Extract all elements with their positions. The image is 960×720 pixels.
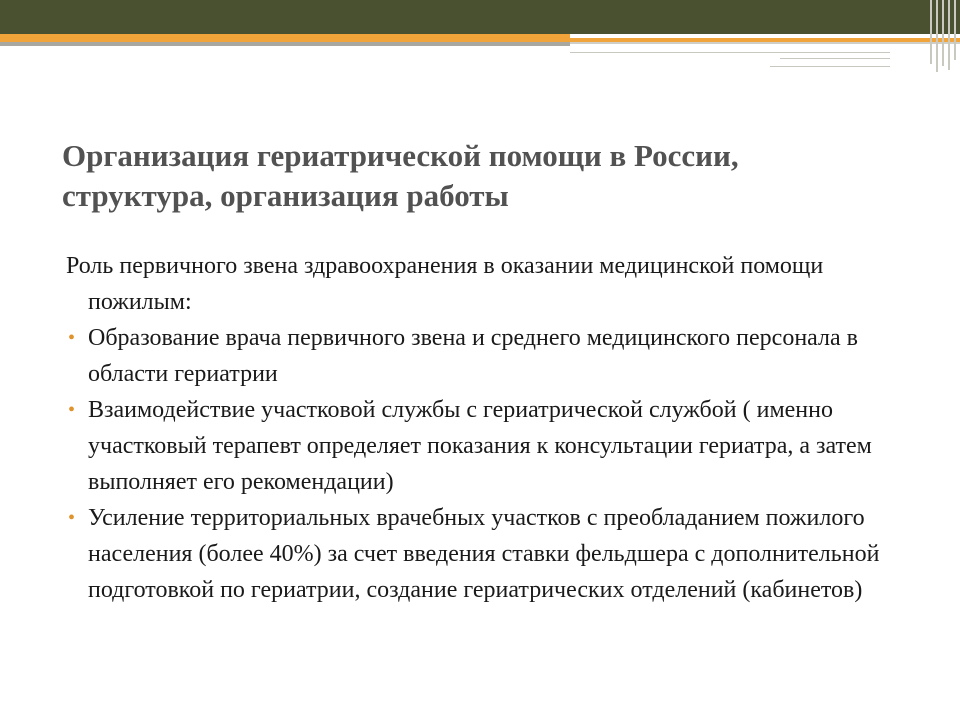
title-line-1: Организация гериатрической помощи в России, [62, 138, 739, 173]
list-item [66, 320, 926, 392]
list-item-text: Взаимодействие участковой службы с гериатрической службой ( именно участковый терапевт определяет показания к консультации гериатра, а затем выполняет его рекомендации) [88, 397, 872, 495]
list-item [66, 500, 926, 608]
bullet-icon: • [68, 327, 76, 349]
slide-body [66, 248, 926, 608]
bullet-icon: • [68, 399, 76, 421]
list-item [66, 392, 926, 500]
corner-decoration [926, 0, 960, 72]
title-line-2: структура, организация работы [62, 178, 509, 213]
header-band [0, 0, 960, 34]
header-divider-line-right [570, 42, 960, 44]
decorative-lines [570, 46, 890, 70]
header-accent-line [0, 34, 570, 42]
bullet-icon: • [68, 507, 76, 529]
header-divider-line [0, 42, 570, 46]
intro-text: Роль первичного звена здравоохранения в оказании медицинской помощи пожилым: [66, 253, 824, 315]
list-item-text: Усиление территориальных врачебных участков с преобладанием пожилого населения (более 40%) за счет введения ставки фельдшера с дополнительной подготовкой по гериатрии, создание гериатрических отделений (кабинетов) [88, 505, 880, 603]
list-item-text: Образование врача первичного звена и среднего медицинского персонала в области гериатрии [88, 325, 858, 387]
slide-title [62, 136, 902, 216]
